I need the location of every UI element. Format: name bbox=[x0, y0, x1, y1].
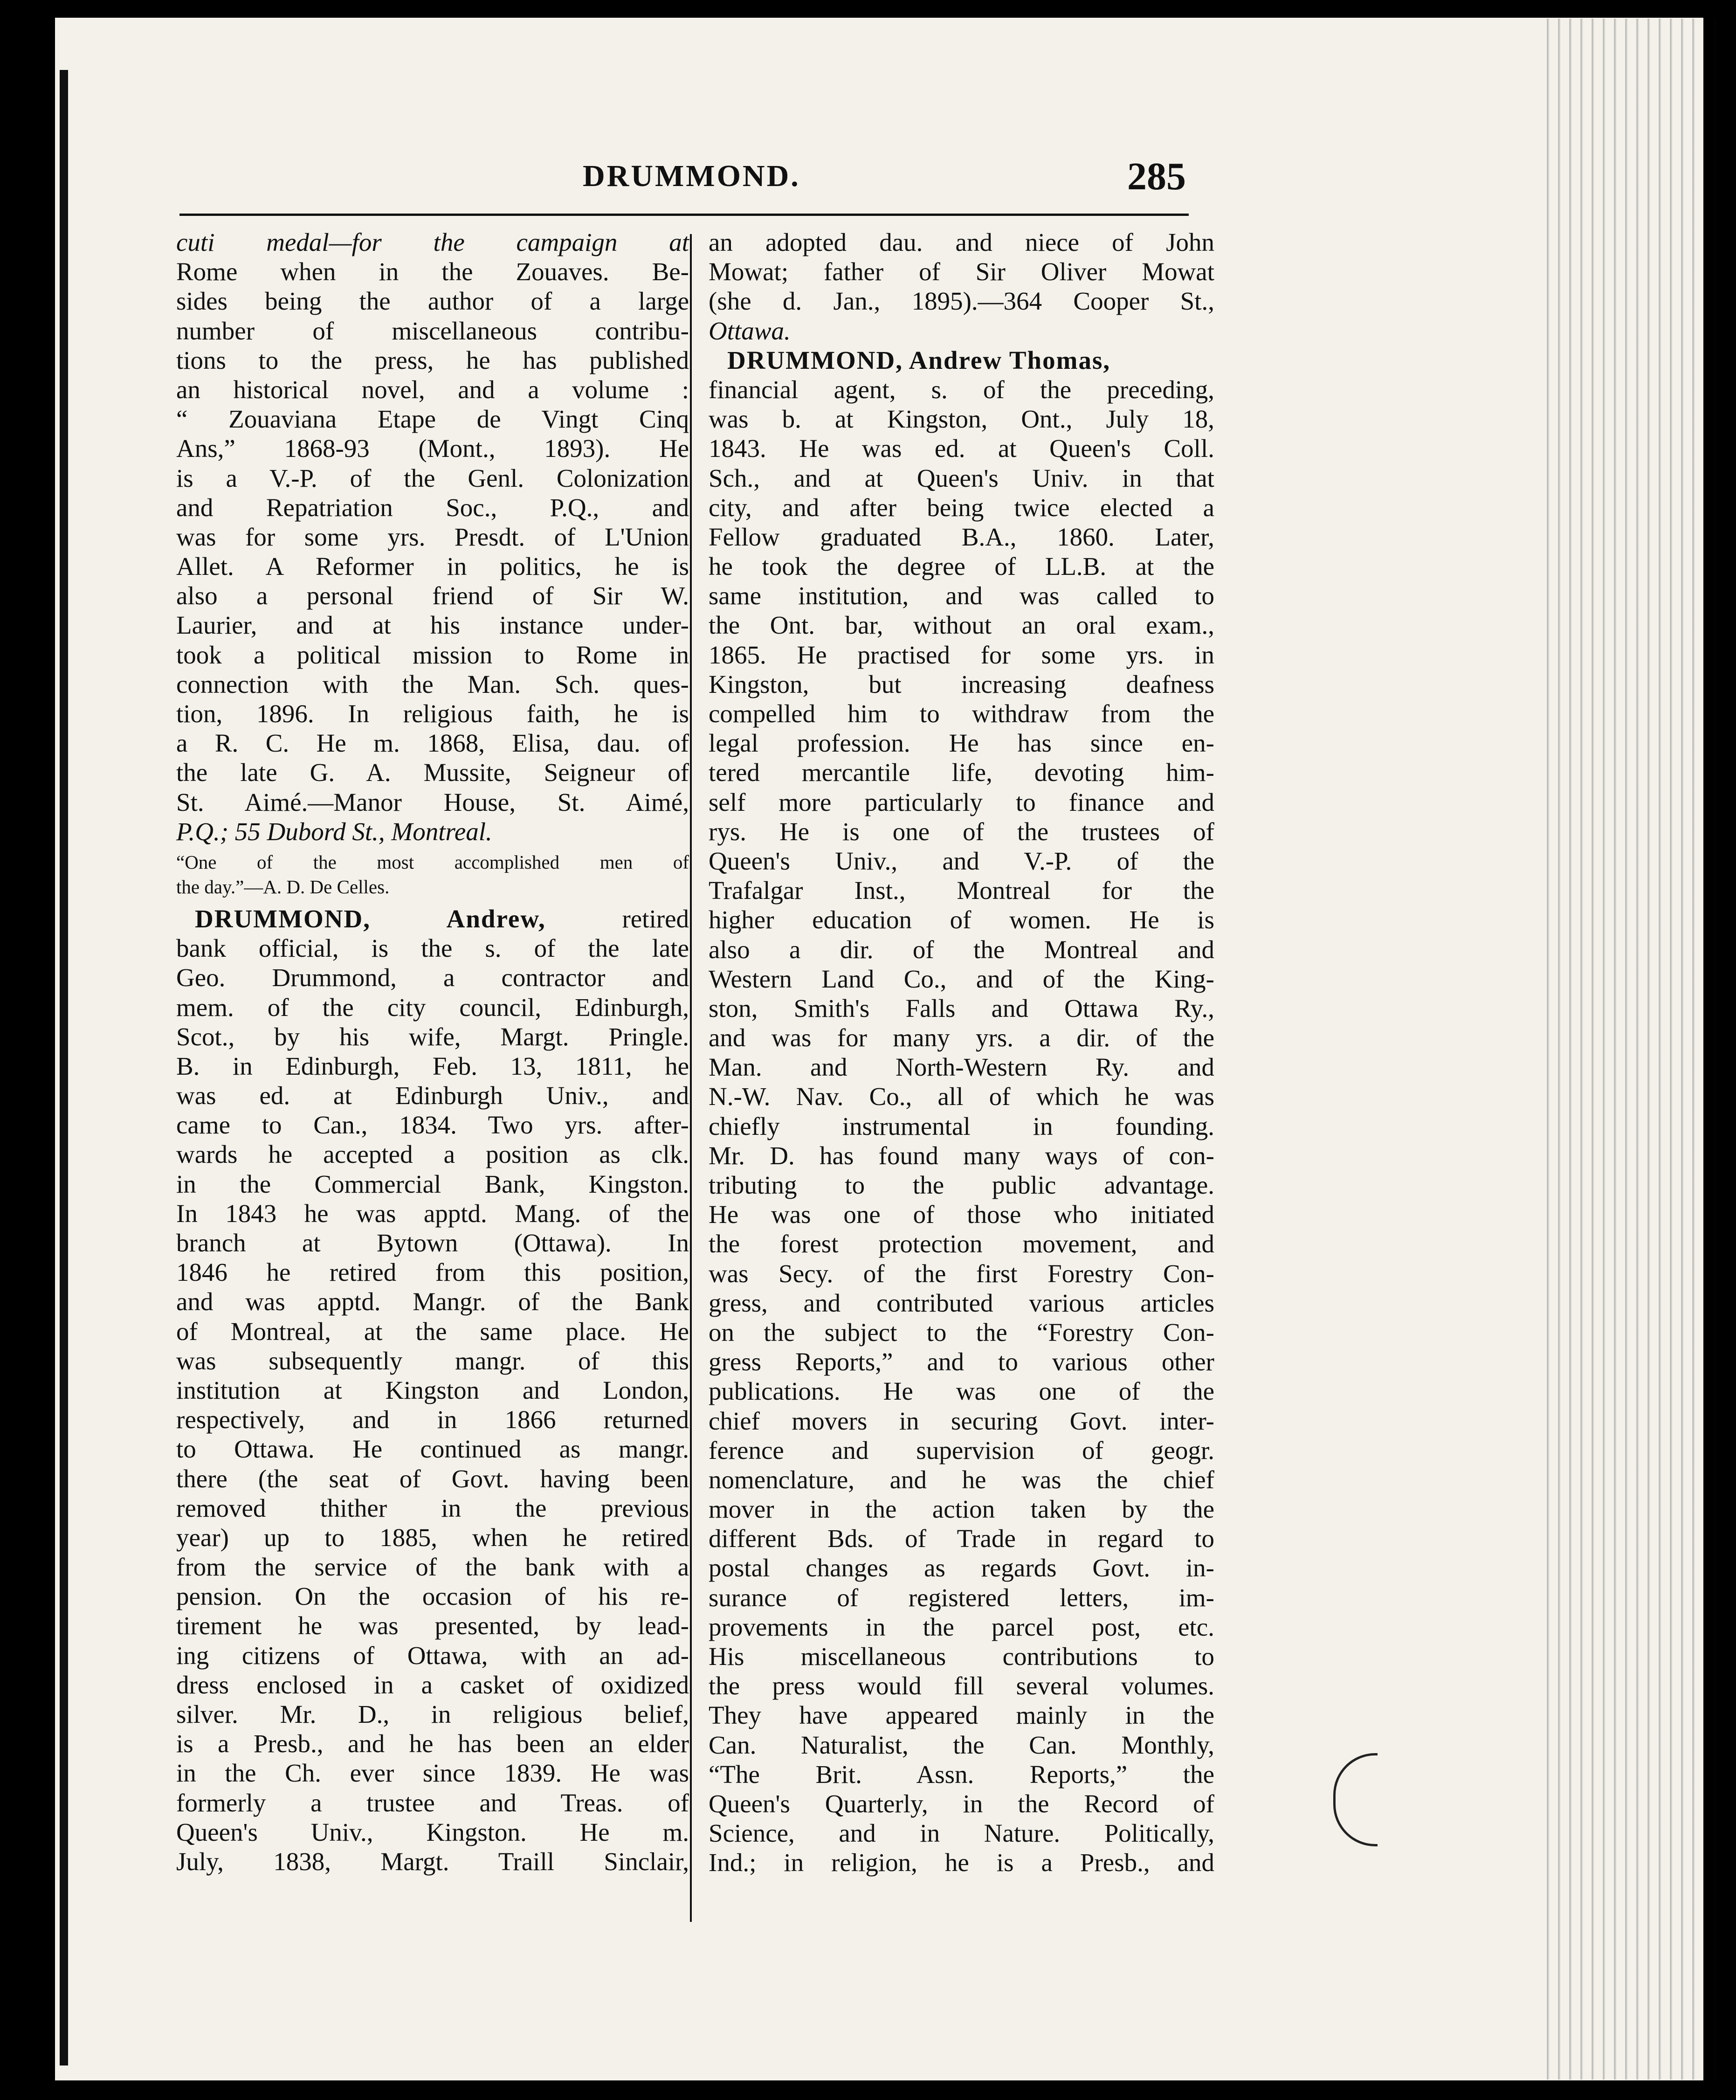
text-line: financial agent, s. of the preceding, bbox=[709, 375, 1214, 404]
text-line: 1843. He was ed. at Queen's Coll. bbox=[709, 434, 1214, 463]
text-line: higher education of women. He is bbox=[709, 905, 1214, 934]
entry-heading-line bbox=[709, 345, 1214, 375]
text-line: ference and supervision of geogr. bbox=[709, 1436, 1214, 1464]
text-line: In 1843 he was apptd. Mang. of the bbox=[176, 1199, 689, 1228]
text-line: cuti medal—for the campaign at bbox=[176, 228, 689, 256]
entry-heading-line: DRUMMOND, Andrew, retired bbox=[195, 904, 689, 933]
text-line: and was apptd. Mangr. of the Bank bbox=[176, 1287, 689, 1316]
text-line: also a personal friend of Sir W. bbox=[176, 581, 689, 610]
text-line: and Repatriation Soc., P.Q., and bbox=[176, 493, 689, 522]
text-line: institution at Kingston and London, bbox=[176, 1375, 689, 1404]
text-line: nomenclature, and he was the chief bbox=[709, 1465, 1214, 1494]
text-line: removed thither in the previous bbox=[176, 1493, 689, 1522]
text-line: is a Presb., and he has been an elder bbox=[176, 1729, 689, 1758]
text-line: Mr. D. has found many ways of con- bbox=[709, 1141, 1214, 1170]
text-line: ston, Smith's Falls and Ottawa Ry., bbox=[709, 994, 1214, 1022]
right-column bbox=[709, 228, 1214, 1878]
text-line: Sch., and at Queen's Univ. in that bbox=[709, 463, 1214, 492]
text-line: self more particularly to finance and bbox=[709, 788, 1214, 816]
entry-heading-andrew-thomas: DRUMMOND, Andrew Thomas, bbox=[727, 345, 1111, 374]
text-line: bank official, is the s. of the late bbox=[176, 934, 689, 963]
text-line: also a dir. of the Montreal and bbox=[709, 935, 1214, 964]
text-line: Geo. Drummond, a contractor and bbox=[176, 963, 689, 992]
text-line: from the service of the bank with a bbox=[176, 1553, 689, 1582]
text-line: dress enclosed in a casket of oxidized bbox=[176, 1670, 689, 1699]
quote-attribution: the day.”—A. D. De Celles. bbox=[176, 876, 390, 898]
text-line: ing citizens of Ottawa, with an ad- bbox=[176, 1641, 689, 1670]
text-line: wards he accepted a position as clk. bbox=[176, 1140, 689, 1169]
text-line: Fellow graduated B.A., 1860. Later, bbox=[709, 522, 1214, 551]
text-line: different Bds. of Trade in regard to bbox=[709, 1524, 1214, 1553]
text-line: sides being the author of a large bbox=[176, 287, 689, 316]
text-line: 1846 he retired from this position, bbox=[176, 1258, 689, 1287]
text-line: formerly a trustee and Treas. of bbox=[176, 1788, 689, 1817]
text-line: came to Can., 1834. Two yrs. after- bbox=[176, 1111, 689, 1140]
address-line: P.Q.; 55 Dubord St., Montreal. bbox=[176, 817, 492, 846]
running-head: DRUMMOND. bbox=[583, 159, 800, 193]
text-line: the forest protection movement, and bbox=[709, 1230, 1214, 1258]
text-line: chiefly instrumental in founding. bbox=[709, 1112, 1214, 1140]
text-line: legal profession. He has since en- bbox=[709, 729, 1214, 758]
text-line: St. Aimé.—Manor House, St. Aimé, bbox=[176, 788, 689, 816]
page-number: 285 bbox=[1127, 155, 1186, 198]
page-left-border bbox=[60, 70, 68, 2065]
text-line: number of miscellaneous contribu- bbox=[176, 316, 689, 345]
text-line: city, and after being twice elected a bbox=[709, 493, 1214, 522]
text-line: rys. He is one of the trustees of bbox=[709, 817, 1214, 846]
text-line: Science, and in Nature. Politically, bbox=[709, 1819, 1214, 1848]
text-line: in the Ch. ever since 1839. He was bbox=[176, 1759, 689, 1788]
text-line: the late G. A. Mussite, Seigneur of bbox=[176, 758, 689, 787]
text-line: “ Zouaviana Etape de Vingt Cinq bbox=[176, 405, 689, 434]
text-line: Queen's Quarterly, in the Record of bbox=[709, 1789, 1214, 1818]
text-line: pension. On the occasion of his re- bbox=[176, 1582, 689, 1611]
text-line: was ed. at Edinburgh Univ., and bbox=[176, 1081, 689, 1110]
text-line: Western Land Co., and of the King- bbox=[709, 964, 1214, 993]
text-line: Rome when in the Zouaves. Be- bbox=[176, 257, 689, 286]
text-line: They have appeared mainly in the bbox=[709, 1701, 1214, 1730]
text-line: was subsequently mangr. of this bbox=[176, 1346, 689, 1375]
text-line: to Ottawa. He continued as mangr. bbox=[176, 1435, 689, 1464]
text-line: connection with the Man. Sch. ques- bbox=[176, 670, 689, 698]
text-line: Scot., by his wife, Margt. Pringle. bbox=[176, 1022, 689, 1051]
text-line: a R. C. He m. 1868, Elisa, dau. of bbox=[176, 729, 689, 758]
text-line: silver. Mr. D., in religious belief, bbox=[176, 1700, 689, 1728]
text-line: Queen's Univ., Kingston. He m. bbox=[176, 1817, 689, 1846]
text-line: an adopted dau. and niece of John bbox=[709, 228, 1214, 256]
text-line: 1865. He practised for some yrs. in bbox=[709, 640, 1214, 669]
text-line: Ans,” 1868-93 (Mont., 1893). He bbox=[176, 434, 689, 463]
text-line: was Secy. of the first Forestry Con- bbox=[709, 1259, 1214, 1288]
text-line: Laurier, and at his instance under- bbox=[176, 611, 689, 640]
text-line: surance of registered letters, im- bbox=[709, 1583, 1214, 1612]
text-line: July, 1838, Margt. Traill Sinclair, bbox=[176, 1847, 689, 1876]
text-line: Queen's Univ., and V.-P. of the bbox=[709, 846, 1214, 875]
text-line: year) up to 1885, when he retired bbox=[176, 1523, 689, 1552]
text-line: tion, 1896. In religious faith, he is bbox=[176, 699, 689, 728]
text-line: compelled him to withdraw from the bbox=[709, 699, 1214, 728]
text-line: same institution, and was called to bbox=[709, 581, 1214, 610]
text-line: Can. Naturalist, the Can. Monthly, bbox=[709, 1730, 1214, 1759]
text-line: His miscellaneous contributions to bbox=[709, 1642, 1214, 1671]
entry-heading-andrew: DRUMMOND, Andrew, bbox=[195, 904, 546, 933]
text-line: chief movers in securing Govt. inter- bbox=[709, 1406, 1214, 1435]
text-line: respectively, and in 1866 returned bbox=[176, 1405, 689, 1434]
text-line: of Montreal, at the same place. He bbox=[176, 1317, 689, 1346]
text-line: was b. at Kingston, Ont., July 18, bbox=[709, 405, 1214, 434]
text-line: an historical novel, and a volume : bbox=[176, 375, 689, 404]
text-line: He was one of those who initiated bbox=[709, 1200, 1214, 1229]
text-line: gress, and contributed various articles bbox=[709, 1288, 1214, 1317]
column-rule bbox=[690, 234, 692, 1922]
text-line: tributing to the public advantage. bbox=[709, 1171, 1214, 1199]
text-line: the Ont. bar, without an oral exam., bbox=[709, 611, 1214, 640]
text-line: was for some yrs. Presdt. of L'Union bbox=[176, 522, 689, 551]
text-line: tered mercantile life, devoting him- bbox=[709, 758, 1214, 787]
text-line: N.-W. Nav. Co., all of which he was bbox=[709, 1082, 1214, 1111]
text-line: Kingston, but increasing deafness bbox=[709, 670, 1214, 698]
text-line: “The Brit. Assn. Reports,” the bbox=[709, 1760, 1214, 1789]
text-line: gress Reports,” and to various other bbox=[709, 1347, 1214, 1376]
text-line: (she d. Jan., 1895).—364 Cooper St., bbox=[709, 287, 1214, 316]
text-line: Trafalgar Inst., Montreal for the bbox=[709, 876, 1214, 905]
text-line: the press would fill several volumes. bbox=[709, 1672, 1214, 1700]
text-line: in the Commercial Bank, Kingston. bbox=[176, 1169, 689, 1198]
text-line: took a political mission to Rome in bbox=[176, 640, 689, 669]
text-line: Ind.; in religion, he is a Presb., and bbox=[709, 1848, 1214, 1877]
text-line: there (the seat of Govt. having been bbox=[176, 1464, 689, 1493]
text-line: tirement he was presented, by lead- bbox=[176, 1611, 689, 1640]
text-line: provements in the parcel post, etc. bbox=[709, 1612, 1214, 1641]
text-line: Allet. A Reformer in politics, he is bbox=[176, 552, 689, 581]
quote-line: “One of the most accomplished men of bbox=[176, 851, 689, 873]
text-line: Man. and North-Western Ry. and bbox=[709, 1053, 1214, 1082]
header-rule bbox=[179, 214, 1189, 216]
text-line: and was for many yrs. a dir. of the bbox=[709, 1023, 1214, 1052]
text-line: postal changes as regards Govt. in- bbox=[709, 1554, 1214, 1582]
text-line: is a V.-P. of the Genl. Colonization bbox=[176, 463, 689, 492]
text-line: mover in the action taken by the bbox=[709, 1495, 1214, 1524]
text-line: tions to the press, he has published bbox=[176, 345, 689, 374]
left-column bbox=[176, 228, 689, 1876]
text-line: mem. of the city council, Edinburgh, bbox=[176, 993, 689, 1022]
address-line: Ottawa. bbox=[709, 316, 791, 345]
text-line: on the subject to the “Forestry Con- bbox=[709, 1318, 1214, 1347]
text-line: Mowat; father of Sir Oliver Mowat bbox=[709, 257, 1214, 286]
page-right-edge-shadow bbox=[1538, 19, 1715, 2079]
text-line: branch at Bytown (Ottawa). In bbox=[176, 1229, 689, 1257]
text-line: publications. He was one of the bbox=[709, 1377, 1214, 1406]
text-line: B. in Edinburgh, Feb. 13, 1811, he bbox=[176, 1051, 689, 1080]
text-line: he took the degree of LL.B. at the bbox=[709, 552, 1214, 581]
